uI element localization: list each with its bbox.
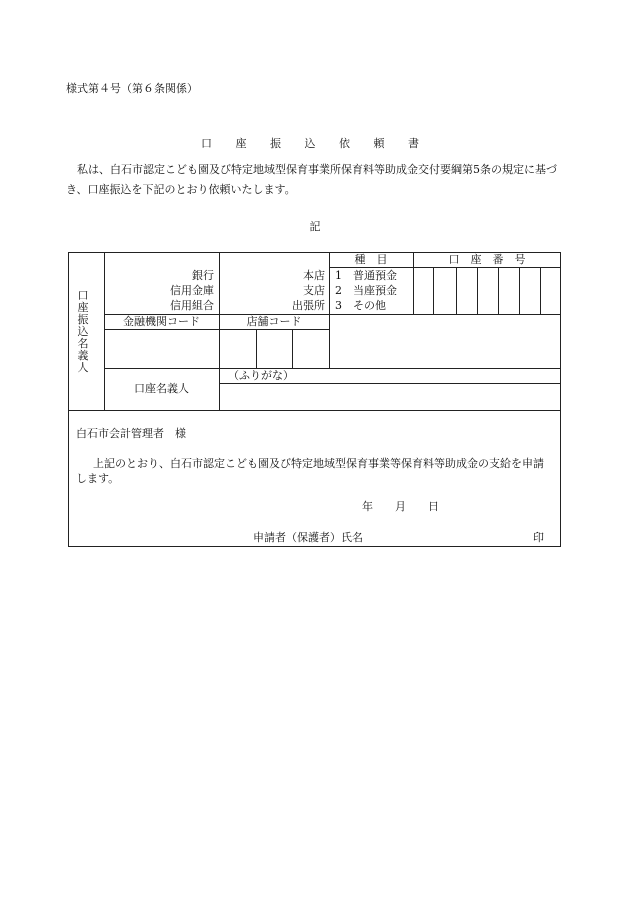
holder-name-line <box>219 383 561 384</box>
furigana-label: （ふりがな） <box>228 369 294 382</box>
digit-cell-line <box>498 267 499 314</box>
bank-branch-divider <box>219 252 220 410</box>
table-bottom-line <box>68 410 561 411</box>
account-holder-label: 口座名義人 <box>134 382 189 395</box>
digit-cell-line <box>540 267 541 314</box>
digit-cell-line <box>456 267 457 314</box>
account-type-current: 2 当座預金 <box>335 284 397 297</box>
branch-type-main: 本店 <box>303 269 325 282</box>
branch-code-cell-1 <box>256 329 257 368</box>
bank-type-bank: 銀行 <box>192 269 214 282</box>
account-number-header: 口 座 番 号 <box>448 253 526 266</box>
digit-cell-line <box>519 267 520 314</box>
bank-type-shinkin: 信用金庫 <box>170 284 214 297</box>
document-title: 口 座 振 込 依 頼 書 <box>201 137 429 150</box>
ki-label: 記 <box>309 220 321 233</box>
furigana-line <box>104 368 561 369</box>
bank-type-kumiai: 信用組合 <box>170 299 214 312</box>
institution-code-label: 金融機関コード <box>123 315 200 328</box>
account-type-header: 種 目 <box>354 253 388 266</box>
code-header-line <box>104 329 329 330</box>
form-number: 様式第４号（第６条関係） <box>66 82 198 95</box>
branch-type-divider <box>329 252 330 368</box>
account-type-ordinary: 1 普通預金 <box>335 269 397 282</box>
intro-paragraph: 私は、白石市認定こども園及び特定地域型保育事業所保育料等助成金交付要綱第5条の規定に基づき、口座振込を下記のとおり依頼いたします。 <box>66 163 557 196</box>
header-row-line <box>329 267 561 268</box>
branch-type-office: 出張所 <box>292 299 325 312</box>
applicant-label: 申請者（保護者）氏名 <box>253 531 363 544</box>
request-text: 上記のとおり、白石市認定こども園及び特定地域型保育事業等保育料等助成金の支給を申請します。 <box>76 457 544 485</box>
digit-cell-line <box>433 267 434 314</box>
digit-cell-line <box>477 267 478 314</box>
account-holder-side-label: 口 座 振 込 名 義 人 <box>77 289 89 374</box>
branch-type-branch: 支店 <box>303 284 325 297</box>
branch-code-cell-2 <box>292 329 293 368</box>
seal-mark: 印 <box>533 531 544 544</box>
date-line: 年 月 日 <box>362 500 439 513</box>
account-type-other: 3 その他 <box>335 299 386 312</box>
addressee: 白石市会計管理者 様 <box>76 427 186 440</box>
branch-code-label: 店舗コード <box>246 315 302 328</box>
